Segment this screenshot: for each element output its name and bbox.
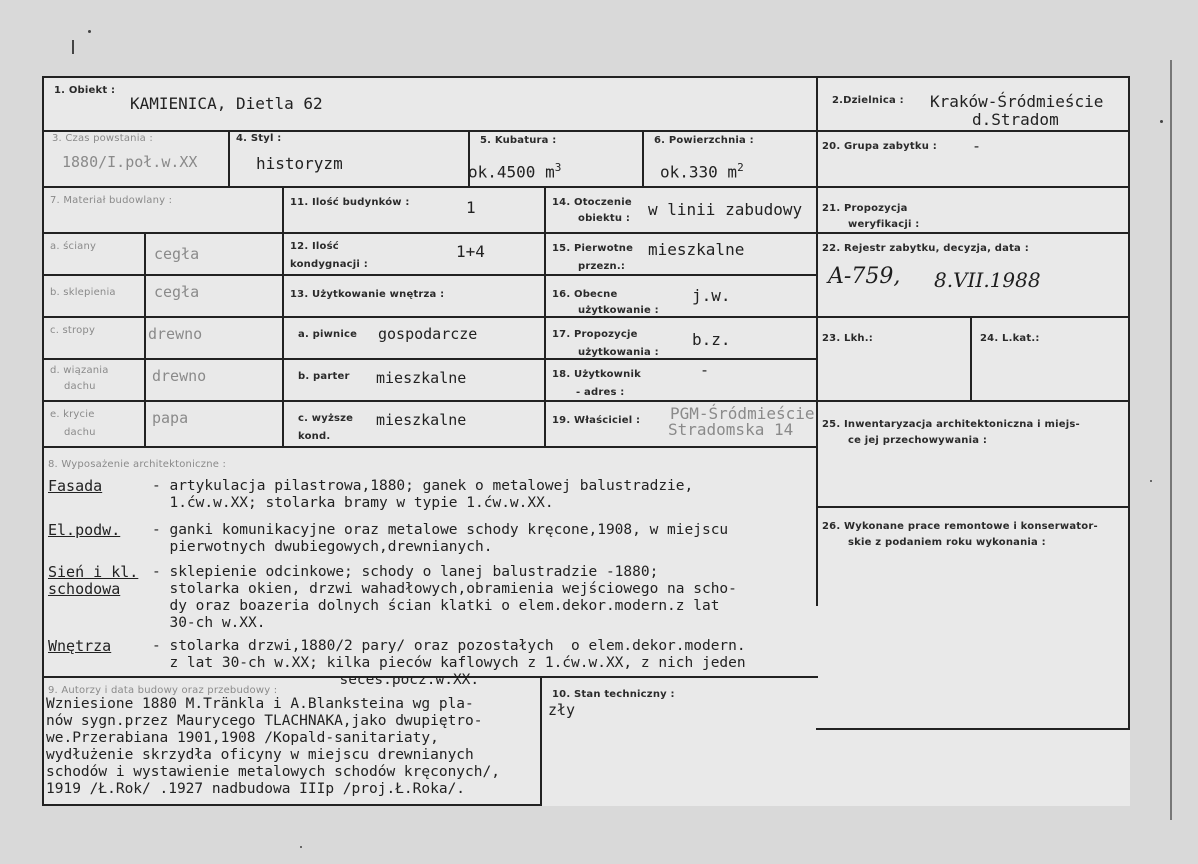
otoczenie-label-1: 14. Otoczenie — [552, 197, 632, 208]
parter-value: mieszkalne — [376, 369, 467, 387]
grupa-zabytku-value: - — [972, 137, 982, 155]
col-divider — [544, 186, 546, 446]
propozycje-label-2: użytkowania : — [578, 347, 659, 358]
autorzy-line: 1919 /Ł.Rok/ .1927 nadbudowa IIIp /proj.Ł.Roka/. — [46, 781, 466, 797]
obiekt-value: KAMIENICA, Dietla 62 — [130, 94, 323, 113]
autorzy-line: Wzniesione 1880 M.Tränkla i A.Blanksteina wg pla- — [46, 696, 474, 712]
wnetrza-line: - stolarka drzwi,1880/2 pary/ oraz pozostałych o elem.dekor.modern. — [152, 638, 746, 654]
prace-label-2: skie z podaniem roku wykonania : — [848, 537, 1046, 548]
krycie-label-2: dachu — [64, 427, 96, 438]
parter-label: b. parter — [298, 371, 350, 382]
wiazania-label-1: d. wiązania — [50, 365, 109, 376]
styl-label: 4. Styl : — [236, 133, 282, 144]
pierwotne-label-2: przezn.: — [578, 261, 626, 272]
autorzy-line: schodów i wystawienie metalowych schodów kręconych/, — [46, 764, 500, 780]
uzytkownik-value: - — [700, 361, 710, 379]
piwnice-label: a. piwnice — [298, 329, 358, 340]
scan-speck — [1150, 480, 1152, 482]
el-podw-head: El.podw. — [48, 521, 121, 539]
stropy-value: drewno — [148, 325, 203, 343]
sien-line: dy oraz boazeria dolnych ścian klatki o elem.dekor.modern.z lat — [152, 598, 720, 614]
czas-powstania-value: 1880/I.poł.w.XX — [62, 153, 198, 171]
prace-label-1: 26. Wykonane prace remontowe i konserwator- — [822, 521, 1098, 532]
krycie-label-1: e. krycie — [50, 409, 95, 420]
inwentaryzacja-label-2: ce jej przechowywania : — [848, 435, 988, 446]
col-divider — [282, 186, 284, 446]
wlasciciel-label: 19. Właściciel : — [552, 415, 641, 426]
kondygnacje-label-2: kondygnacji : — [290, 259, 368, 270]
propozycje-label-1: 17. Propozycje — [552, 329, 638, 340]
right-column-divider — [816, 76, 818, 606]
scan-edge-mark — [1170, 60, 1172, 820]
czas-powstania-label: 3. Czas powstania : — [52, 133, 153, 144]
sien-head-2: schodowa — [48, 580, 121, 598]
wnetrza-line: seces.pocz.w.XX. — [322, 672, 480, 688]
fasada-head: Fasada — [48, 477, 103, 495]
pierwotne-value: mieszkalne — [648, 240, 745, 259]
autorzy-line: we.Przerabiana 1901,1908 /Kopald-sanitariaty, — [46, 730, 439, 746]
rejestr-label: 22. Rejestr zabytku, decyzja, data : — [822, 243, 1029, 254]
material-label: 7. Materiał budowlany : — [50, 195, 173, 206]
uzytkownik-label-2: - adres : — [576, 387, 625, 398]
rejestr-date: 8.VII.1988 — [934, 268, 1041, 292]
wyzsze-value: mieszkalne — [376, 411, 467, 429]
border-right — [1128, 76, 1130, 730]
kubatura-label: 5. Kubatura : — [480, 135, 557, 146]
styl-value: historyzm — [256, 154, 343, 173]
wyzsze-label-2: kond. — [298, 431, 331, 442]
autorzy-label: 9. Autorzy i data budowy oraz przebudowy : — [48, 685, 278, 696]
ilosc-budynkow-label: 11. Ilość budynków : — [290, 197, 410, 208]
stan-value: zły — [548, 701, 576, 719]
row-divider — [42, 358, 818, 360]
uzytkowanie-wnetrza-label: 13. Użytkowanie wnętrza : — [290, 289, 445, 300]
border-top — [42, 76, 1130, 78]
wnetrza-head: Wnętrza — [48, 637, 112, 655]
ilosc-budynkow-value: 1 — [466, 198, 476, 217]
grupa-zabytku-label: 20. Grupa zabytku : — [822, 141, 937, 152]
col-divider — [642, 130, 644, 186]
scan-mark — [72, 40, 74, 54]
el-podw-line: - ganki komunikacyjne oraz metalowe schody kręcone,1908, w miejscu — [152, 522, 729, 538]
kondygnacje-label-1: 12. Ilość — [290, 241, 339, 252]
inwentaryzacja-label-1: 25. Inwentaryzacja architektoniczna i miejs- — [822, 419, 1080, 430]
row-divider — [42, 232, 818, 234]
el-podw-line: pierwotnych dwubiegowych,drewnianych. — [152, 539, 493, 555]
otoczenie-label-2: obiektu : — [578, 213, 631, 224]
obecne-label-1: 16. Obecne — [552, 289, 618, 300]
wlasciciel-value-2: Stradomska 14 — [668, 420, 794, 439]
dzielnica-value-2: d.Stradom — [972, 110, 1059, 129]
inventory-card — [42, 76, 1130, 806]
row-divider — [816, 728, 1130, 730]
weryfikacja-label-1: 21. Propozycja — [822, 203, 908, 214]
row-divider — [816, 232, 1130, 234]
wlasciciel-value-1: PGM-Śródmieście — [670, 404, 815, 423]
col-divider — [144, 232, 146, 446]
col-divider — [228, 130, 230, 186]
wyposazenie-label: 8. Wyposażenie architektoniczne : — [48, 459, 227, 470]
row-divider — [42, 274, 818, 276]
wiazania-label-2: dachu — [64, 381, 96, 392]
lkh-label: 23. Lkh.: — [822, 333, 873, 344]
stropy-label: c. stropy — [50, 325, 96, 336]
otoczenie-value: w linii zabudowy — [648, 200, 803, 219]
wiazania-value: drewno — [152, 367, 207, 385]
obecne-label-2: użytkowanie : — [578, 305, 659, 316]
sien-line: stolarka okien, drzwi wahadłowych,obramienia wejściowego na scho- — [152, 581, 737, 597]
powierzchnia-value: ok.330 $m^2$ — [660, 161, 744, 182]
stan-label: 10. Stan techniczny : — [552, 689, 675, 700]
obecne-value: j.w. — [692, 286, 731, 305]
col-divider — [540, 676, 542, 806]
rejestr-number: A-759, — [828, 264, 901, 289]
dzielnica-label: 2.Dzielnica : — [832, 95, 904, 106]
scan-speck — [88, 30, 91, 33]
border-bottom — [42, 804, 542, 806]
obiekt-label: 1. Obiekt : — [54, 85, 116, 96]
row-divider — [42, 400, 1130, 402]
propozycje-value: b.z. — [692, 330, 731, 349]
autorzy-line: nów sygn.przez Maurycego TLACHNAKA,jako dwupiętro- — [46, 713, 483, 729]
wyzsze-label-1: c. wyższe — [298, 413, 354, 424]
row-divider — [42, 130, 1130, 132]
fasada-line: - artykulacja pilastrowa,1880; ganek o metalowej balustradzie, — [152, 478, 694, 494]
sciany-label: a. ściany — [50, 241, 97, 252]
krycie-value: papa — [152, 409, 189, 427]
lkat-label: 24. L.kat.: — [980, 333, 1040, 344]
wnetrza-line: z lat 30-ch w.XX; kilka pieców kaflowych z 1.ćw.w.XX, z nich jeden — [152, 655, 746, 671]
sciany-value: cegła — [154, 245, 200, 263]
powierzchnia-label: 6. Powierzchnia : — [654, 135, 754, 146]
autorzy-line: wydłużenie skrzydła oficyny w miejscu drewnianych — [46, 747, 474, 763]
row-divider — [42, 446, 818, 448]
fasada-line: 1.ćw.w.XX; stolarka bramy w typie 1.ćw.w.XX. — [152, 495, 554, 511]
scan-speck — [1160, 120, 1163, 123]
sklepienia-label: b. sklepienia — [50, 287, 116, 298]
kondygnacje-value: 1+4 — [456, 242, 485, 261]
weryfikacja-label-2: weryfikacji : — [848, 219, 920, 230]
piwnice-value: gospodarcze — [378, 325, 478, 343]
uzytkownik-label-1: 18. Użytkownik — [552, 369, 641, 380]
sien-head-1: Sień i kl. — [48, 563, 139, 581]
row-divider — [42, 186, 1130, 188]
pierwotne-label-1: 15. Pierwotne — [552, 243, 634, 254]
scan-speck — [300, 846, 302, 848]
dzielnica-value: Kraków-Śródmieście — [930, 92, 1104, 111]
col-divider — [970, 316, 972, 400]
sien-line: 30-ch w.XX. — [152, 615, 266, 631]
sien-line: - sklepienie odcinkowe; schody o lanej balustradzie -1880; — [152, 564, 659, 580]
sklepienia-value: cegła — [154, 283, 200, 301]
row-divider — [816, 506, 1130, 508]
kubatura-value: ok.4500 $m^3$ — [468, 161, 562, 182]
